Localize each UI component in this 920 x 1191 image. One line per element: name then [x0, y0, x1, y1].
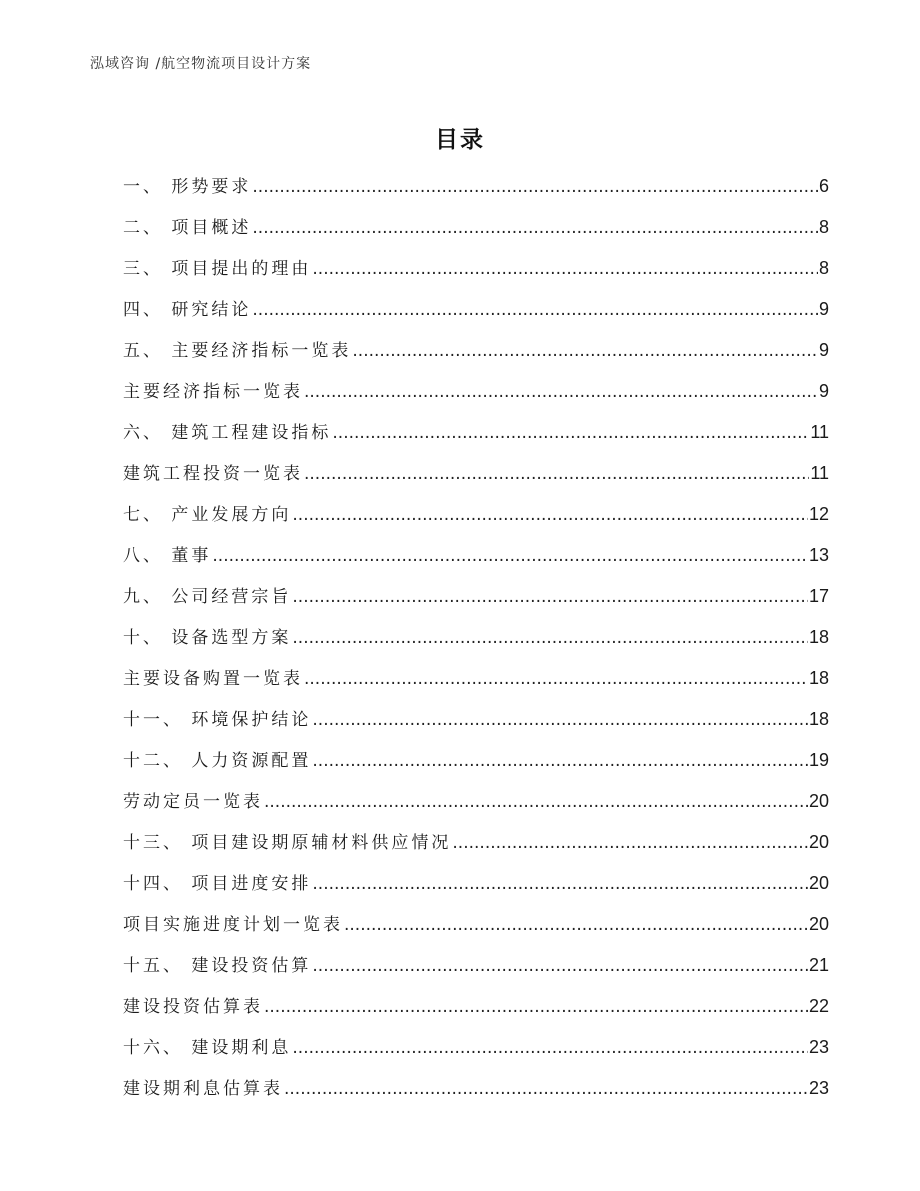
toc-entry-page: 22	[808, 996, 829, 1016]
toc-leader-dots	[252, 177, 818, 197]
toc-entry[interactable]	[123, 705, 829, 746]
toc-entry-page: 20	[808, 914, 829, 934]
toc-entry[interactable]	[123, 418, 829, 459]
toc-entry-page: 20	[808, 832, 829, 852]
toc-entry-label: 建筑工程投资一览表	[123, 464, 303, 484]
toc-leader-dots	[304, 669, 808, 689]
toc-leader-dots	[312, 710, 808, 730]
toc-entry-page: 18	[808, 709, 829, 729]
toc-entry[interactable]	[123, 336, 829, 377]
toc-entry-label: 劳动定员一览表	[123, 792, 263, 812]
toc-leader-dots	[332, 423, 809, 443]
toc-entry[interactable]	[123, 1074, 829, 1115]
toc-entry[interactable]	[123, 869, 829, 910]
toc-entry-label: 七、 产业发展方向	[123, 505, 292, 525]
toc-entry[interactable]	[123, 664, 829, 705]
toc-leader-dots	[252, 300, 818, 320]
toc-entry-page: 18	[808, 668, 829, 688]
toc-entry-label: 一、 形势要求	[123, 177, 252, 197]
toc-entry[interactable]	[123, 459, 829, 500]
toc-entry[interactable]	[123, 213, 829, 254]
toc-entry-page: 11	[810, 463, 829, 483]
toc-entry[interactable]	[123, 500, 829, 541]
toc-entry-label: 主要设备购置一览表	[123, 669, 303, 689]
toc-entry[interactable]	[123, 623, 829, 664]
toc-entry-label: 十一、 环境保护结论	[123, 710, 312, 730]
toc-entry-label: 四、 研究结论	[123, 300, 252, 320]
toc-entry-label: 六、 建筑工程建设指标	[123, 423, 332, 443]
toc-entry[interactable]	[123, 828, 829, 869]
toc-leader-dots	[292, 628, 808, 648]
toc-entry-label: 建设期利息估算表	[123, 1079, 283, 1099]
toc-leader-dots	[312, 751, 808, 771]
toc-entry-label: 九、 公司经营宗旨	[123, 587, 292, 607]
toc-entry-label: 三、 项目提出的理由	[123, 259, 312, 279]
table-of-contents	[123, 172, 829, 1115]
toc-entry-page: 21	[808, 955, 829, 975]
toc-entry[interactable]	[123, 746, 829, 787]
toc-entry[interactable]	[123, 254, 829, 295]
toc-leader-dots	[312, 874, 808, 894]
toc-entry-label: 十六、 建设期利息	[123, 1038, 292, 1058]
toc-leader-dots	[452, 833, 808, 853]
toc-entry-page: 8	[818, 258, 829, 278]
toc-entry-label: 项目实施进度计划一览表	[123, 915, 343, 935]
toc-leader-dots	[304, 382, 818, 402]
toc-entry-page: 20	[808, 873, 829, 893]
toc-leader-dots	[352, 341, 818, 361]
toc-leader-dots	[252, 218, 818, 238]
toc-leader-dots	[312, 956, 808, 976]
toc-entry-page: 23	[808, 1037, 829, 1057]
toc-entry-label: 建设投资估算表	[123, 997, 263, 1017]
toc-entry-label: 十四、 项目进度安排	[123, 874, 312, 894]
toc-entry[interactable]	[123, 1033, 829, 1074]
page-header: 泓域咨询 /航空物流项目设计方案	[90, 56, 312, 72]
toc-entry-page: 9	[818, 381, 829, 401]
toc-entry-page: 19	[808, 750, 829, 770]
toc-entry-page: 9	[818, 299, 829, 319]
toc-entry-page: 23	[808, 1078, 829, 1098]
page-title: 目录	[435, 127, 485, 153]
toc-leader-dots	[264, 792, 808, 812]
toc-leader-dots	[304, 464, 809, 484]
toc-entry[interactable]	[123, 992, 829, 1033]
toc-leader-dots	[264, 997, 808, 1017]
toc-leader-dots	[344, 915, 808, 935]
toc-entry-page: 18	[808, 627, 829, 647]
toc-leader-dots	[312, 259, 818, 279]
toc-entry-page: 17	[808, 586, 829, 606]
toc-entry[interactable]	[123, 910, 829, 951]
toc-entry[interactable]	[123, 951, 829, 992]
toc-entry[interactable]	[123, 582, 829, 623]
toc-leader-dots	[292, 505, 808, 525]
toc-leader-dots	[212, 546, 808, 566]
toc-entry[interactable]	[123, 377, 829, 418]
toc-entry-page: 20	[808, 791, 829, 811]
toc-entry-label: 八、 董事	[123, 546, 212, 566]
toc-entry-page: 11	[810, 422, 829, 442]
toc-entry[interactable]	[123, 295, 829, 336]
toc-entry-page: 8	[818, 217, 829, 237]
toc-leader-dots	[292, 1038, 808, 1058]
toc-leader-dots	[292, 587, 808, 607]
toc-entry-label: 五、 主要经济指标一览表	[123, 341, 352, 361]
toc-entry-label: 二、 项目概述	[123, 218, 252, 238]
toc-entry-label: 十五、 建设投资估算	[123, 956, 312, 976]
toc-entry[interactable]	[123, 172, 829, 213]
toc-entry[interactable]	[123, 541, 829, 582]
toc-entry-page: 6	[818, 176, 829, 196]
toc-entry-page: 9	[818, 340, 829, 360]
toc-entry-page: 13	[808, 545, 829, 565]
toc-entry-label: 十二、 人力资源配置	[123, 751, 312, 771]
toc-entry[interactable]	[123, 787, 829, 828]
toc-entry-label: 主要经济指标一览表	[123, 382, 303, 402]
toc-entry-label: 十、 设备选型方案	[123, 628, 292, 648]
toc-leader-dots	[284, 1079, 808, 1099]
toc-entry-page: 12	[808, 504, 829, 524]
toc-entry-label: 十三、 项目建设期原辅材料供应情况	[123, 833, 452, 853]
